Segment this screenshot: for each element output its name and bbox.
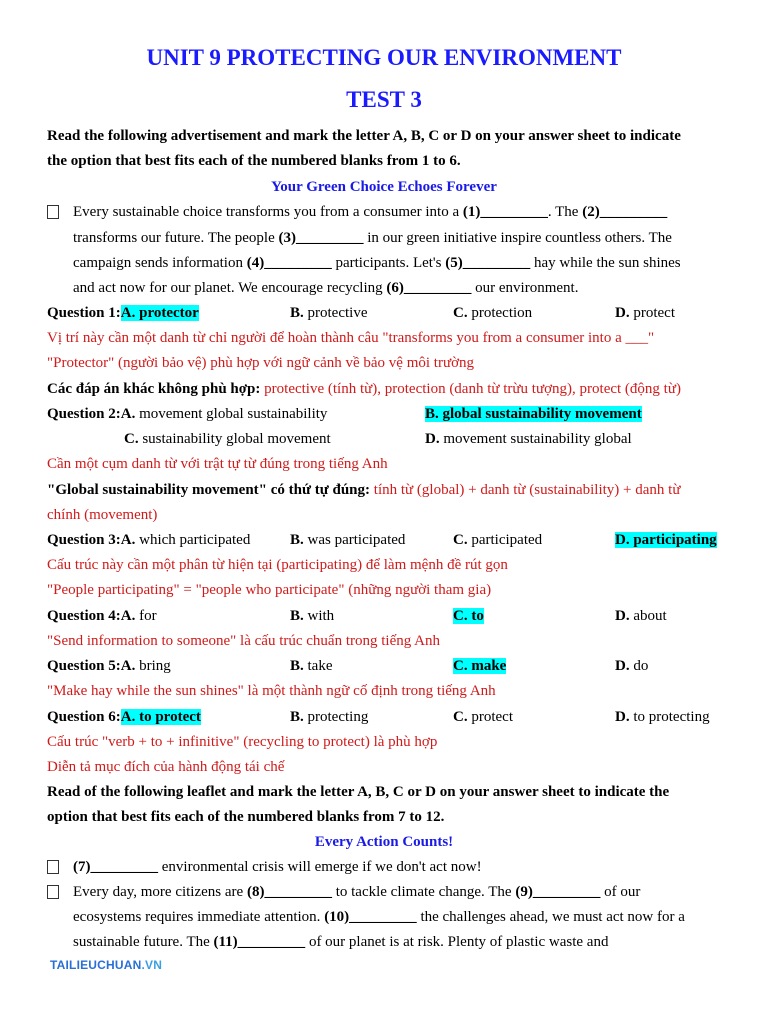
instruction-line: Read the following advertisement and mark the letter A, B, C or D on your answer sheet to indicate xyxy=(47,128,681,144)
ad-paragraph-line: campaign sends information (4)_________ participants. Let's (5)_________ hay while the sun shines xyxy=(73,255,681,271)
ad-paragraph-line: Every sustainable choice transforms you from a consumer into a (1)_________. The (2)_________ xyxy=(73,204,668,220)
explanation-text: chính (movement) xyxy=(47,507,158,523)
option-b: B. take xyxy=(290,658,333,674)
option-b: B. with xyxy=(290,608,335,624)
option-c: C. make xyxy=(453,658,507,674)
explanation-text: Diễn tả mục đích của hành động tái chế xyxy=(47,759,285,775)
option-d: D. to protecting xyxy=(615,709,710,725)
explanation-text: Các đáp án khác không phù hợp: protective (tính từ), protection (danh từ trừu tượng), protect (động từ) xyxy=(47,381,681,397)
explanation-text: "Make hay while the sun shines" là một thành ngữ cố định trong tiếng Anh xyxy=(47,683,496,699)
leaflet-line: Every day, more citizens are (8)_________ to tackle climate change. The (9)_________ of our xyxy=(73,884,641,900)
page-subtitle: TEST 3 xyxy=(346,87,422,112)
leaflet-line: sustainable future. The (11)_________ of our planet is at risk. Plenty of plastic waste and xyxy=(73,934,609,950)
question-5: Question 5:A. bring xyxy=(47,658,171,674)
explanation-text: "Global sustainability movement" có thứ tự đúng: tính từ (global) + danh từ (sustainability) + danh từ xyxy=(47,482,681,498)
instruction-line: the option that best fits each of the numbered blanks from 1 to 6. xyxy=(47,153,461,169)
leaflet-line: (7)_________ environmental crisis will emerge if we don't act now! xyxy=(73,859,482,875)
option-b: B. was participated xyxy=(290,532,406,548)
instruction-line: option that best fits each of the numbered blanks from 7 to 12. xyxy=(47,809,445,825)
option-b: B. protective xyxy=(290,305,368,321)
option-c: C. protect xyxy=(453,709,513,725)
ad-paragraph-line: transforms our future. The people (3)_________ in our green initiative inspire countless others. The xyxy=(73,230,672,246)
explanation-text: "Protector" (người bảo vệ) phù hợp với ngữ cảnh về bảo vệ môi trường xyxy=(47,355,475,371)
bullet-icon xyxy=(47,885,59,899)
page-title: UNIT 9 PROTECTING OUR ENVIRONMENT xyxy=(146,45,622,70)
explanation-text: Cần một cụm danh từ với trật tự từ đúng trong tiếng Anh xyxy=(47,456,388,472)
explanation-text: Vị trí này cần một danh từ chỉ người để hoàn thành câu "transforms you from a consumer into a ___" xyxy=(47,330,655,346)
option-d: D. protect xyxy=(615,305,675,321)
option-d: D. about xyxy=(615,608,667,624)
site-logo: TAILIEUCHUAN.VN xyxy=(50,958,163,972)
question-4: Question 4:A. for xyxy=(47,608,157,624)
question-2: Question 2:A. movement global sustainability xyxy=(47,406,328,422)
option-d: D. do xyxy=(615,658,649,674)
question-1: Question 1:A. protector xyxy=(47,305,199,321)
bullet-icon xyxy=(47,205,59,219)
ad-paragraph-line: and act now for our planet. We encourage recycling (6)_________ our environment. xyxy=(73,280,579,296)
option-c: C. participated xyxy=(453,532,543,548)
leaflet-title: Every Action Counts! xyxy=(314,834,454,850)
explanation-text: "Send information to someone" là cấu trúc chuẩn trong tiếng Anh xyxy=(47,633,440,649)
question-6: Question 6:A. to protect xyxy=(47,709,201,725)
option-b: B. global sustainability movement xyxy=(425,406,642,422)
leaflet-line: ecosystems requires immediate attention. (10)_________ the challenges ahead, we must act now for a xyxy=(73,909,685,925)
option-c: C. sustainability global movement xyxy=(124,431,331,447)
explanation-text: "People participating" = "people who participate" (những người tham gia) xyxy=(47,582,492,598)
bullet-icon xyxy=(47,860,59,874)
option-d: D. participating xyxy=(615,532,717,548)
advertisement-title: Your Green Choice Echoes Forever xyxy=(271,179,497,195)
option-c: C. to xyxy=(453,608,484,624)
instruction-line: Read of the following leaflet and mark the letter A, B, C or D on your answer sheet to indicate the xyxy=(47,784,670,800)
explanation-text: Cấu trúc "verb + to + infinitive" (recycling to protect) là phù hợp xyxy=(47,734,438,750)
explanation-text: Cấu trúc này cần một phân từ hiện tại (participating) để làm mệnh đề rút gọn xyxy=(47,557,508,573)
option-d: D. movement sustainability global xyxy=(425,431,632,447)
option-c: C. protection xyxy=(453,305,533,321)
option-b: B. protecting xyxy=(290,709,369,725)
question-3: Question 3:A. which participated xyxy=(47,532,251,548)
